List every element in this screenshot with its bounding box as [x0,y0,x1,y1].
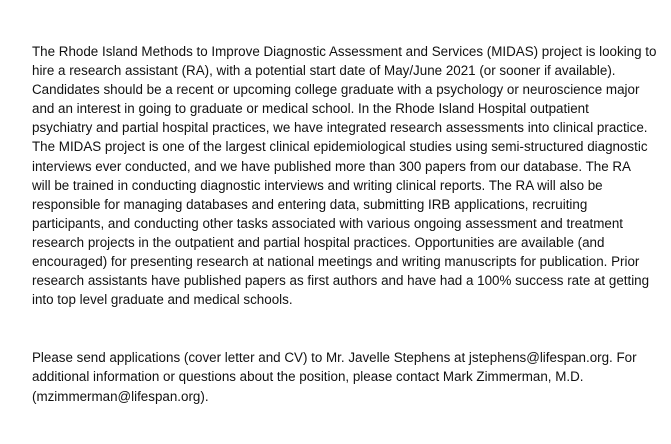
text-line: will be trained in conducting diagnostic interviews and writing clinical reports. The RA will also be [32,177,603,193]
text-line: research assistants have published papers as first authors and have had a 100% success rate at getting [32,273,650,289]
text-line: hire a research assistant (RA), with a potential start date of May/June 2021 (or sooner if available). [32,63,616,79]
text-line: interviews ever conducted, and we have published more than 300 papers from our database. The RA [32,158,631,174]
text-line: and an interest in going to graduate or medical school. In the Rhode Island Hospital outpatient [32,101,589,117]
text-line: psychiatry and partial hospital practices, we have integrated research assessments into clinical practice. [32,120,648,136]
text-line: research projects in the outpatient and partial hospital practices. Opportunities are available (and [32,234,605,250]
text-line: additional information or questions about the position, please contact Mark Zimmerman, M.D. [32,369,584,385]
document-body [32,42,664,406]
job-description-paragraph [32,42,664,309]
text-line: (mzimmerman@lifespan.org). [32,388,209,404]
text-line: into top level graduate and medical schools. [32,292,293,308]
text-line: encouraged) for presenting research at national meetings and writing manuscripts for publication. Prior [32,254,640,270]
text-line: participants, and conducting other tasks associated with various ongoing assessment and treatment [32,215,624,231]
text-line: The MIDAS project is one of the largest clinical epidemiological studies using semi-structured diagnostic [32,139,648,155]
text-line: responsible for managing databases and entering data, submitting IRB applications, recruiting [32,196,588,212]
contact-paragraph [32,348,664,405]
text-line: The Rhode Island Methods to Improve Diagnostic Assessment and Services (MIDAS) project is looking to [32,44,657,59]
text-line: Candidates should be a recent or upcoming college graduate with a psychology or neuroscience major [32,82,640,98]
text-line: Please send applications (cover letter and CV) to Mr. Javelle Stephens at jstephens@lifespan.org. For [32,350,637,366]
